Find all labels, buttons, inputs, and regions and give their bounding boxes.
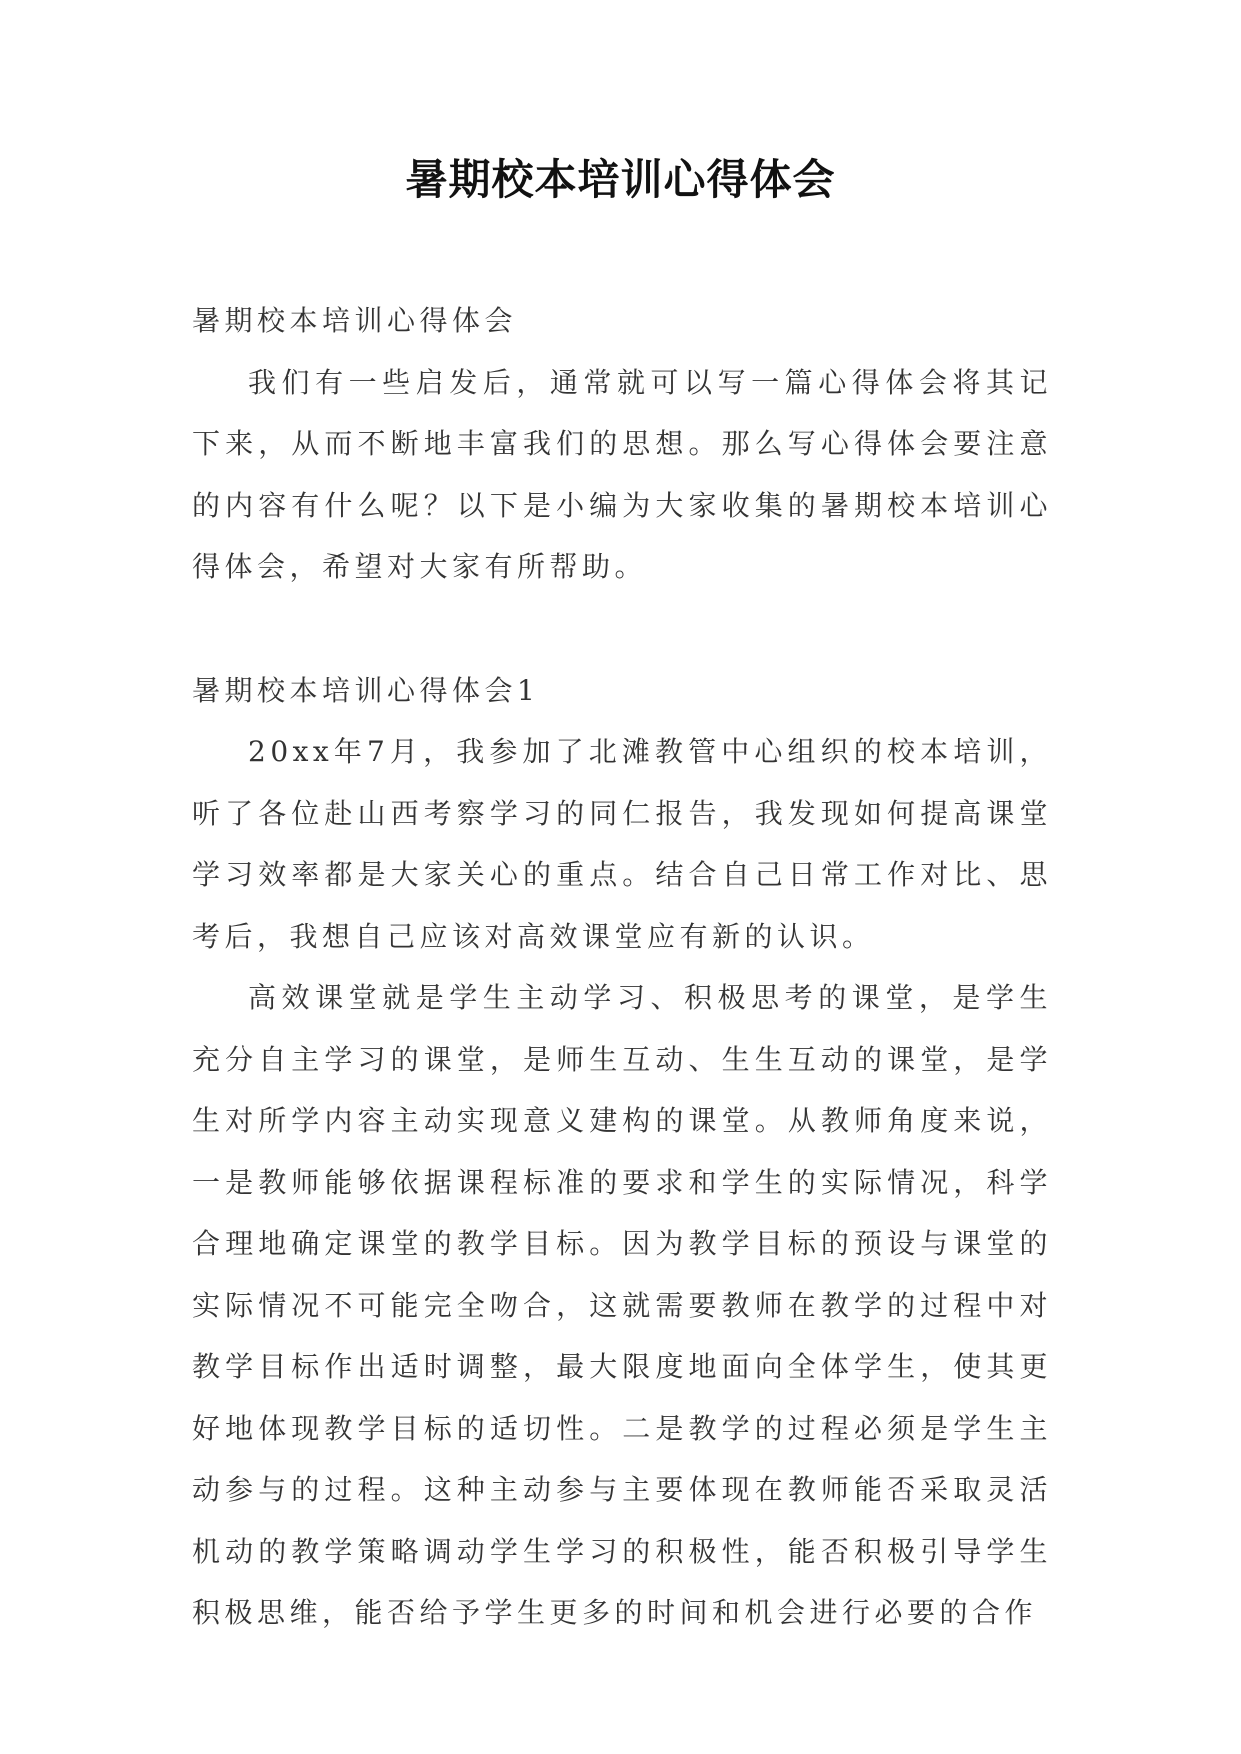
document-subtitle: 暑期校本培训心得体会 — [192, 304, 518, 337]
section-spacer — [192, 598, 1052, 660]
body-paragraph-1: 20xx年7月，我参加了北滩教管中心组织的校本培训，听了各位赴山西考察学习的同仁报告，我发现如何提高课堂学习效率都是大家关心的重点。结合自己日常工作对比、思考后，我想自己应该对高效课堂应有新的认识。 — [192, 735, 1052, 953]
intro-paragraph: 我们有一些启发后，通常就可以写一篇心得体会将其记下来，从而不断地丰富我们的思想。那么写心得体会要注意的内容有什么呢？以下是小编为大家收集的暑期校本培训心得体会，希望对大家有所帮助。 — [192, 365, 1052, 583]
section-heading: 暑期校本培训心得体会1 — [192, 673, 540, 707]
document-body — [192, 290, 1052, 1644]
body-paragraph-2: 高效课堂就是学生主动学习、积极思考的课堂，是学生充分自主学习的课堂，是师生互动、生生互动的课堂，是学生对所学内容主动实现意义建构的课堂。从教师角度来说，一是教师能够依据课程标准的要求和学生的实际情况，科学合理地确定课堂的教学目标。因为教学目标的预设与课堂的实际情况不可能完全吻合，这就需要教师在教学的过程中对教学目标作出适时调整，最大限度地面向全体学生，使其更好地体现教学目标的适切性。二是教学的过程必须是学生主动参与的过程。这种主动参与主要体现在教师能否采取灵活机动的教学策略调动学生学习的积极性，能否积极引导学生积极思维，能否给予学生更多的时间和机会进行必要的合作 — [192, 981, 1052, 1629]
page-title: 暑期校本培训心得体会 — [405, 155, 836, 204]
